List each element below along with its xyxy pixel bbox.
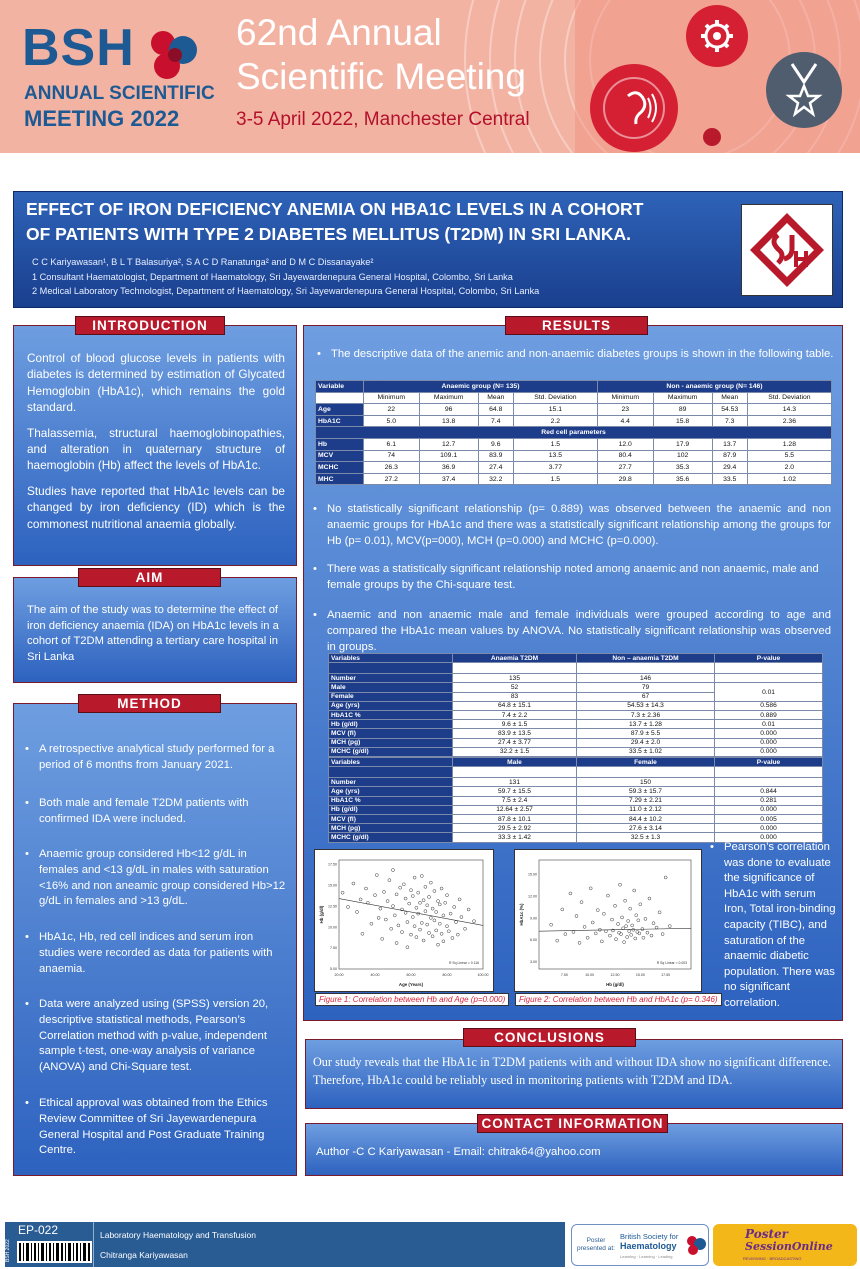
ear-icon [588, 58, 680, 153]
table-header: P-value [715, 654, 823, 663]
y-tick-label: 7.50 [330, 946, 337, 951]
star-medal-icon [762, 46, 846, 136]
table-row [316, 404, 832, 416]
table-cell: 36.9 [419, 462, 478, 474]
x-axis-label: Age (Years) [398, 982, 424, 987]
table-header: Variables [329, 654, 453, 663]
row-label: MCV (fl) [329, 729, 453, 738]
gear-icon [677, 2, 757, 74]
row-label [329, 767, 453, 778]
contact-text: Author -C C Kariyawasan - Email: chitrak64@yahoo.com [316, 1146, 601, 1158]
table-cell: 54.53 ± 14.3 [577, 701, 715, 710]
x-tick-label: 80.00 [442, 973, 452, 977]
table-row [316, 415, 832, 427]
barcode-icon [17, 1241, 92, 1263]
y-tick-label: 15.00 [328, 883, 337, 888]
row-label: MCV (fl) [329, 814, 453, 823]
poster-title-line2: OF PATIENTS WITH TYPE 2 DIABETES MELLITUS (T2DM) IN SRI LANKA. [26, 224, 632, 244]
table-header: Mean [478, 392, 513, 404]
bsh-mini-logo-icon [684, 1233, 708, 1257]
conclusions-heading: CONCLUSIONS [463, 1028, 636, 1047]
table-cell: 15.1 [513, 404, 597, 416]
table-cell: 0.000 [715, 805, 823, 814]
table-cell: 74 [364, 450, 420, 462]
x-tick-label: 20.00 [334, 973, 344, 977]
table-row [316, 450, 832, 462]
table-cell: 150 [577, 778, 715, 787]
footer-bar [5, 1222, 565, 1267]
table-row [316, 438, 832, 450]
table-cell [453, 663, 577, 674]
x-tick-label: 100.00 [477, 973, 489, 977]
hb-hba1c-scatter-plot [515, 850, 701, 991]
table-cell: 5.0 [364, 415, 420, 427]
table-cell: 0.281 [715, 796, 823, 805]
y-tick-label: 15.00 [528, 872, 537, 877]
table-cell: 23 [597, 404, 653, 416]
bsh-logo-subtitle: ANNUAL SCIENTIFIC [24, 83, 215, 104]
table-cell: 15.8 [653, 415, 712, 427]
table-header: Mean [712, 392, 747, 404]
method-bullet: • A retrospective analytical study performed for a period of 6 months from January 2021. [23, 742, 289, 774]
x-tick-label: 10.00 [585, 973, 595, 977]
method-bullet: • Anaemic group considered Hb<12 g/dL in females and <13 g/dL in males with saturation <16% and non aneamic group considered Hb>12 g/dL in females and >13 g/dL. [23, 847, 289, 910]
table-cell: 0.01 [715, 720, 823, 729]
row-label: MHC [316, 473, 364, 485]
bsh-name-line1: British Society for [620, 1232, 679, 1241]
table-header: Male [453, 758, 577, 767]
table-cell: 29.5 ± 2.92 [453, 824, 577, 833]
results-bullet: • No statistically significant relationship (p= 0.889) was observed between the anaemic and non anaemic groups for HbA1c and there was a statistically significant relationship among the groups for Hb (p= 0.01), MCV(p=000), MCH (p=0.000) and MCHC (p=0.000). [311, 501, 831, 550]
x-tick-label: 12.50 [610, 973, 620, 977]
table-row [329, 720, 823, 729]
bsh-logo-mark [145, 26, 203, 82]
table-cell: 33.5 [712, 473, 747, 485]
table-row [329, 787, 823, 796]
y-tick-label: 3.00 [530, 959, 537, 964]
x-tick-label: 60.00 [406, 973, 416, 977]
table-cell: 7.3 [712, 415, 747, 427]
table-cell: 11.0 ± 2.12 [577, 805, 715, 814]
table-cell: 32.2 [478, 473, 513, 485]
table-row [329, 674, 823, 683]
table-cell: 3.77 [513, 462, 597, 474]
pso-tagline: REVIEWING · BROADCASTING [743, 1256, 802, 1261]
introduction-heading: INTRODUCTION [75, 316, 225, 335]
footer-side-label: BSH 2022 [5, 1239, 11, 1262]
x-tick-label: 15.00 [635, 973, 645, 977]
x-tick-label: 40.00 [370, 973, 380, 977]
table-cell: 33.5 ± 1.02 [577, 747, 715, 756]
table-cell: 54.53 [712, 404, 747, 416]
row-label: Male [329, 683, 453, 692]
table-header: Anaemia T2DM [453, 654, 577, 663]
table-cell [453, 767, 577, 778]
table-cell: 27.2 [364, 473, 420, 485]
row-label: Hb [316, 438, 364, 450]
table-cell: 0.000 [715, 747, 823, 756]
introduction-paragraph: Studies have reported that HbA1c levels can be changed by iron deficiency (ID) which is the commonest nutritional anaemia globally. [27, 483, 285, 531]
poster-title-line1: EFFECT OF IRON DEFICIENCY ANEMIA ON HBA1C LEVELS IN A COHORT [26, 199, 644, 219]
table-row [329, 683, 823, 692]
table-cell: 1.02 [747, 473, 831, 485]
poster-session-online-badge [713, 1224, 857, 1266]
method-bullet: • Both male and female T2DM patients with confirmed IDA were included. [23, 796, 289, 828]
figure-2-chart [514, 849, 702, 992]
table-cell: 0.000 [715, 824, 823, 833]
table-cell: 37.4 [419, 473, 478, 485]
table-cell: 83 [453, 692, 577, 701]
table-cell: 131 [453, 778, 577, 787]
table-cell: 0.586 [715, 701, 823, 710]
table-cell: 52 [453, 683, 577, 692]
table-row [329, 701, 823, 710]
figure-2-caption: Figure 2: Correlation between Hb and HbA1c (p= 0.346) [515, 993, 722, 1006]
row-label: MCV [316, 450, 364, 462]
contact-heading: CONTACT INFORMATION [477, 1114, 668, 1133]
results-heading: RESULTS [505, 316, 648, 335]
table-cell: 87.8 ± 10.1 [453, 814, 577, 823]
presented-label: Poster presented at: [577, 1237, 615, 1252]
introduction-text [27, 350, 285, 541]
table-cell: 135 [453, 674, 577, 683]
x-axis-label: Hb (g/dl) [606, 982, 624, 987]
table-row [329, 814, 823, 823]
table-cell: 32.5 ± 1.3 [577, 833, 715, 842]
table-cell [715, 778, 823, 787]
poster-title-block [13, 191, 843, 308]
table-cell: 33.3 ± 1.42 [453, 833, 577, 842]
results-bullet: • Pearson’s correlation was done to evaluate the significance of HbA1c with serum Iron, Total iron-binding capacity (TIBC), and saturation of the anaemic diabetic population. There was no significant correlation. [708, 840, 840, 1012]
table-cell: 13.5 [513, 450, 597, 462]
aim-heading: AIM [78, 568, 221, 587]
table-cell: 22 [364, 404, 420, 416]
figure-1-chart [314, 849, 494, 992]
row-label: Hb (g/dl) [329, 805, 453, 814]
footer-author: Chitranga Kariyawasan [100, 1250, 188, 1260]
table-row [329, 738, 823, 747]
table-cell: 0.005 [715, 814, 823, 823]
table-cell: 35.3 [653, 462, 712, 474]
table-row [329, 824, 823, 833]
plot-area [539, 860, 691, 969]
table-cell [577, 663, 715, 674]
meeting-title-line1: 62nd Annual [236, 12, 442, 53]
table-cell: 64.8 ± 15.1 [453, 701, 577, 710]
footer-divider [93, 1222, 94, 1267]
table-cell: 12.0 [597, 438, 653, 450]
table-cell: 87.9 [712, 450, 747, 462]
row-label: Age (yrs) [329, 787, 453, 796]
pso-brand-line2: SessionOnline [745, 1240, 833, 1253]
table-cell: 12.64 ± 2.57 [453, 805, 577, 814]
table-header: Anaemic group (N= 135) [364, 381, 598, 393]
table-cell: 6.1 [364, 438, 420, 450]
row-label: MCHC (g/dl) [329, 833, 453, 842]
table-header: P-value [715, 758, 823, 767]
x-tick-label: 7.50 [560, 973, 568, 977]
table-cell: 64.8 [478, 404, 513, 416]
table-header: Non – anaemia T2DM [577, 654, 715, 663]
row-label: Age (yrs) [329, 701, 453, 710]
table-cell: 109.1 [419, 450, 478, 462]
introduction-paragraph: Thalassemia, structural haemoglobinopathies, and alteration in quaternary structure of haemoglobin (Hb) affect the levels of HbA1c. [27, 425, 285, 473]
figure-1-caption: Figure 1: Correlation between Hb and Age (p=0.000) [315, 993, 509, 1006]
introduction-paragraph: Control of blood glucose levels in patients with diabetes is determined by estimation of Glycated Hemoglobin (HbA1c), which remains the gold standard. [27, 351, 285, 415]
table-cell: 26.3 [364, 462, 420, 474]
y-tick-label: 17.50 [328, 862, 337, 867]
table-row [329, 778, 823, 787]
row-label: HbA1C % [329, 710, 453, 719]
hb-age-scatter-plot [315, 850, 493, 991]
table-cell: 1.28 [747, 438, 831, 450]
table-cell [316, 392, 364, 404]
table-cell [715, 767, 823, 778]
table-cell: 12.7 [419, 438, 478, 450]
row-label: Female [329, 692, 453, 701]
y-axis-label: HbA1c (%) [519, 903, 524, 926]
x-tick-label: 17.50 [661, 973, 671, 977]
table-cell: 83.9 ± 13.5 [453, 729, 577, 738]
table-cell: 17.9 [653, 438, 712, 450]
table-cell: 96 [419, 404, 478, 416]
table-cell: 0.01 [715, 683, 823, 701]
table-cell: 7.29 ± 2.21 [577, 796, 715, 805]
aim-text: The aim of the study was to determine the effect of iron deficiency anaemia (IDA) on HbA1c levels in a cohort of T2DM attending a tertiary care hospital in Sri Lanka [27, 604, 279, 663]
sjgh-emblem-icon [742, 205, 832, 295]
hospital-logo [741, 204, 833, 296]
table-cell: 0.889 [715, 710, 823, 719]
table-header: Maximum [419, 392, 478, 404]
table-cell: 87.9 ± 5.5 [577, 729, 715, 738]
table-cell: 9.6 [478, 438, 513, 450]
table-cell: 14.3 [747, 404, 831, 416]
row-label: Number [329, 674, 453, 683]
r-squared-annotation: R Sq Linear = 0.003 [656, 961, 687, 965]
table-header: Female [577, 758, 715, 767]
table-row [316, 462, 832, 474]
meeting-title-line2: Scientific Meeting [236, 56, 526, 97]
table-cell: 0.844 [715, 787, 823, 796]
row-label: MCH (pg) [329, 738, 453, 747]
method-bullet: • Ethical approval was obtained from the Ethics Review Committee of Sri Jayewardenepura General Hospital and Post Graduate Training Centre. [23, 1096, 289, 1159]
results-bullet: • The descriptive data of the anemic and non-anaemic diabetes groups is shown in the following table. [315, 347, 835, 363]
table-row [329, 710, 823, 719]
table-cell [577, 767, 715, 778]
table-row [329, 729, 823, 738]
table-header: Maximum [653, 392, 712, 404]
table-cell: 59.3 ± 15.7 [577, 787, 715, 796]
table-cell: 2.2 [513, 415, 597, 427]
table-cell: 13.8 [419, 415, 478, 427]
bsh-presented-badge [571, 1224, 709, 1266]
y-tick-label: 9.00 [530, 916, 537, 921]
table-cell: 2.36 [747, 415, 831, 427]
r-squared-annotation: R Sq Linear = 0.116 [448, 961, 479, 965]
method-bullet: • Data were analyzed using (SPSS) version 20, descriptive statistical methods, Pearson’s Correlation method with p-value, independent sample t-test, one-way analysis of variance (ANOVA) and Chi-Square test. [23, 997, 289, 1076]
row-label: HbA1C % [329, 796, 453, 805]
row-label: Number [329, 778, 453, 787]
table-cell: 79 [577, 683, 715, 692]
y-tick-label: 10.00 [328, 925, 337, 930]
results-bullet: • Anaemic and non anaemic male and female individuals were grouped according to age and compared the HbA1c mean values by ANOVA. No statistically significant relationship was observed in groups. [311, 607, 831, 656]
bsh-logo-year: MEETING 2022 [24, 106, 180, 131]
results-bullet: • There was a statistically significant relationship noted among anaemic and non anaemic, male and female groups by the Chi-square test. [311, 561, 831, 593]
table-cell: 84.4 ± 10.2 [577, 814, 715, 823]
table-cell: 7.4 ± 2.2 [453, 710, 577, 719]
poster-affiliation-2: 2 Medical Laboratory Technologist, Department of Haematology, Sri Jayewardenepura General Hospital, Colombo, Sri Lanka [32, 286, 540, 296]
table-cell: 89 [653, 404, 712, 416]
table-cell: 7.3 ± 2.36 [577, 710, 715, 719]
row-label: HbA1C [316, 415, 364, 427]
table-cell: 9.6 ± 1.5 [453, 720, 577, 729]
y-axis-label: Hb (g/dl) [319, 905, 324, 924]
table-cell: 27.6 ± 3.14 [577, 824, 715, 833]
meeting-banner [0, 0, 860, 153]
descriptive-data-table [315, 380, 832, 485]
poster-authors: C C Kariyawasan¹, B L T Balasuriya², S A C D Ranatunga² and D M C Dissanayake² [32, 257, 374, 267]
table-cell: 83.9 [478, 450, 513, 462]
table-cell: 7.4 [478, 415, 513, 427]
table-cell: 2.0 [747, 462, 831, 474]
table-header: Std. Deviation [747, 392, 831, 404]
row-label: MCH (pg) [329, 824, 453, 833]
table-cell: 146 [577, 674, 715, 683]
row-label [329, 663, 453, 674]
pso-brand-line1: Poster [745, 1227, 788, 1241]
row-label: MCHC [316, 462, 364, 474]
bsh-tagline: Learning · Learning · Leading [620, 1254, 673, 1259]
table-header: Variables [329, 758, 453, 767]
table-row [329, 796, 823, 805]
table-cell: 29.4 ± 2.0 [577, 738, 715, 747]
y-tick-label: 5.00 [330, 967, 337, 972]
table-cell: 1.5 [513, 438, 597, 450]
table-cell: 5.5 [747, 450, 831, 462]
table-cell: 80.4 [597, 450, 653, 462]
footer-track: Laboratory Haematology and Transfusion [100, 1230, 256, 1240]
table-cell: 0.000 [715, 738, 823, 747]
table-cell: 29.8 [597, 473, 653, 485]
table-header: Minimum [597, 392, 653, 404]
y-tick-label: 6.00 [530, 938, 537, 943]
table-row [316, 473, 832, 485]
poster-affiliation-1: 1 Consultant Haematologist, Department of Haematology, Sri Jayewardenepura General Hospital, Colombo, Sri Lanka [32, 272, 513, 282]
table-cell: 29.4 [712, 462, 747, 474]
poster-code: EP-022 [18, 1223, 59, 1237]
sex-comparison-table [328, 757, 823, 843]
table-cell: 1.5 [513, 473, 597, 485]
plot-area [339, 860, 483, 969]
table-cell: 27.4 ± 3.77 [453, 738, 577, 747]
table-cell [715, 663, 823, 674]
table-cell: 27.7 [597, 462, 653, 474]
table-cell: 27.4 [478, 462, 513, 474]
table-cell: 7.5 ± 2.4 [453, 796, 577, 805]
table-subheader: Red cell parameters [316, 427, 832, 439]
row-label: Age [316, 404, 364, 416]
table-cell: 13.7 [712, 438, 747, 450]
table-header: Non - anaemic group (N= 146) [597, 381, 831, 393]
anaemia-comparison-table [328, 653, 823, 757]
y-tick-label: 12.50 [328, 904, 337, 909]
meeting-date: 3-5 April 2022, Manchester Central [236, 109, 530, 130]
y-tick-label: 12.00 [528, 894, 537, 899]
table-cell: 4.4 [597, 415, 653, 427]
table-header: Minimum [364, 392, 420, 404]
table-cell: 0.000 [715, 729, 823, 738]
table-cell: 102 [653, 450, 712, 462]
method-bullet: • HbA1c, Hb, red cell indices and serum iron studies were recorded as data for patients with anaemia. [23, 930, 289, 977]
table-row [329, 805, 823, 814]
table-header: Std. Deviation [513, 392, 597, 404]
table-header: Variable [316, 381, 364, 393]
row-label: Hb (g/dl) [329, 720, 453, 729]
method-heading: METHOD [78, 694, 221, 713]
table-cell: 13.7 ± 1.28 [577, 720, 715, 729]
table-cell: 0.000 [715, 833, 823, 842]
bsh-name-line2: Haematology [620, 1241, 677, 1251]
table-cell: 32.2 ± 1.5 [453, 747, 577, 756]
table-cell [715, 674, 823, 683]
bsh-logo-word: BSH [22, 19, 135, 77]
table-row [329, 747, 823, 756]
table-cell: 67 [577, 692, 715, 701]
row-label: MCHC (g/dl) [329, 747, 453, 756]
dot-decoration [700, 125, 724, 149]
table-cell: 59.7 ± 15.5 [453, 787, 577, 796]
table-cell: 35.6 [653, 473, 712, 485]
conclusions-text: Our study reveals that the HbA1c in T2DM patients with and without IDA show no significant difference. Therefore, HbA1c could be reliably used in monitoring patients with T2DM and IDA. [313, 1055, 831, 1087]
